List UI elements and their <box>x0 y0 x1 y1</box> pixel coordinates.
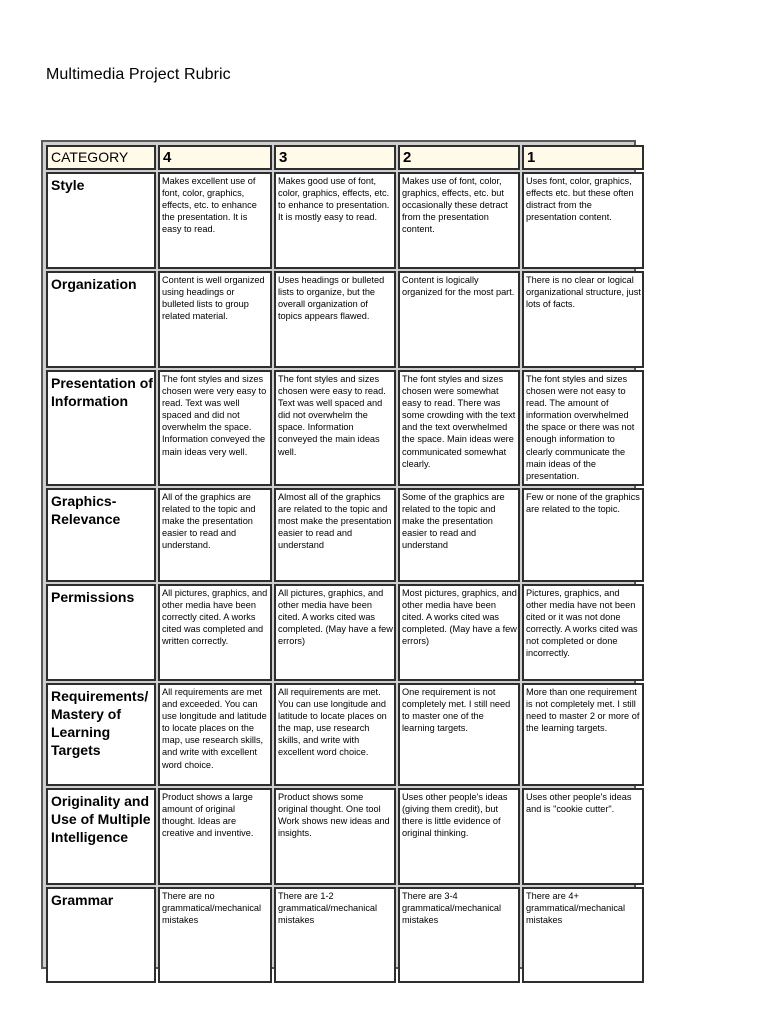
descriptor-cell: There are 3-4 grammatical/mechanical mistakes <box>398 887 520 983</box>
descriptor-cell: Makes excellent use of font, color, graphics, effects, etc. to enhance the presentation. It is easy to read. <box>158 172 272 269</box>
category-label: Grammar <box>46 887 156 983</box>
descriptor-cell: There are 1-2 grammatical/mechanical mistakes <box>274 887 396 983</box>
header-score-1: 1 <box>522 145 644 170</box>
category-label: Originality and Use of Multiple Intelligence <box>46 788 156 885</box>
descriptor-cell: All requirements are met and exceeded. You can use longitude and latitude to locate places on the map, use research skills, and write with excellent word choice. <box>158 683 272 786</box>
rubric-table <box>44 143 646 985</box>
descriptor-cell: Product shows some original thought. One tool Work shows new ideas and insights. <box>274 788 396 885</box>
rubric-table-frame <box>41 140 641 969</box>
descriptor-cell: Uses font, color, graphics, effects etc. but these often distract from the presentation content. <box>522 172 644 269</box>
category-label: Requirements/ Mastery of Learning Targets <box>46 683 156 786</box>
category-label: Presentation of Information <box>46 370 156 486</box>
header-row <box>46 145 644 170</box>
row-requirements-mastery <box>46 683 644 786</box>
document-title: Multimedia Project Rubric <box>46 66 231 83</box>
category-label: Graphics- Relevance <box>46 488 156 582</box>
descriptor-cell: Content is well organized using headings or bulleted lists to group related material. <box>158 271 272 368</box>
descriptor-cell: Some of the graphics are related to the topic and make the presentation easier to read and understand <box>398 488 520 582</box>
descriptor-cell: There is no clear or logical organizational structure, just lots of facts. <box>522 271 644 368</box>
descriptor-cell: Makes use of font, color, graphics, effects, etc. but occasionally these detract from the presentation content. <box>398 172 520 269</box>
descriptor-cell: All pictures, graphics, and other media have been cited. A works cited was completed. (May have a few errors) <box>274 584 396 681</box>
descriptor-cell: Uses other people's ideas and is "cookie cutter". <box>522 788 644 885</box>
row-graphics-relevance <box>46 488 644 582</box>
header-score-3: 3 <box>274 145 396 170</box>
row-style <box>46 172 644 269</box>
header-score-4: 4 <box>158 145 272 170</box>
descriptor-cell: All of the graphics are related to the topic and make the presentation easier to read and understand. <box>158 488 272 582</box>
category-label: Organization <box>46 271 156 368</box>
descriptor-cell: Uses other people's ideas (giving them credit), but there is little evidence of original thinking. <box>398 788 520 885</box>
category-label: Permissions <box>46 584 156 681</box>
descriptor-cell: There are no grammatical/mechanical mistakes <box>158 887 272 983</box>
descriptor-cell: The font styles and sizes chosen were very easy to read. Text was well spaced and did not overwhelm the space. Information conveyed the main ideas very well. <box>158 370 272 486</box>
descriptor-cell: The font styles and sizes chosen were easy to read. Text was well spaced and did not overwhelm the space. Information conveyed the main ideas well. <box>274 370 396 486</box>
row-grammar <box>46 887 644 983</box>
descriptor-cell: Few or none of the graphics are related to the topic. <box>522 488 644 582</box>
descriptor-cell: Makes good use of font, color, graphics, effects, etc. to enhance to presentation. It is mostly easy to read. <box>274 172 396 269</box>
row-permissions <box>46 584 644 681</box>
descriptor-cell: All pictures, graphics, and other media have been correctly cited. A works cited was completed and written correctly. <box>158 584 272 681</box>
row-presentation-of-information <box>46 370 644 486</box>
row-organization <box>46 271 644 368</box>
descriptor-cell: There are 4+ grammatical/mechanical mistakes <box>522 887 644 983</box>
descriptor-cell: One requirement is not completely met. I still need to master one of the learning targets. <box>398 683 520 786</box>
descriptor-cell: The font styles and sizes chosen were not easy to read. The amount of information overwhelmed the space or there was not enough information to clearly communicate the main ideas of the presentation. <box>522 370 644 486</box>
descriptor-cell: The font styles and sizes chosen were somewhat easy to read. There was some crowding with the text and the text overwhelmed the space. Main ideas were communicated somewhat clearly. <box>398 370 520 486</box>
descriptor-cell: Uses headings or bulleted lists to organize, but the overall organization of topics appears flawed. <box>274 271 396 368</box>
descriptor-cell: Content is logically organized for the most part. <box>398 271 520 368</box>
category-label: Style <box>46 172 156 269</box>
descriptor-cell: Product shows a large amount of original thought. Ideas are creative and inventive. <box>158 788 272 885</box>
header-category: CATEGORY <box>46 145 156 170</box>
descriptor-cell: Pictures, graphics, and other media have not been cited or it was not done correctly. A works cited was not completed or done incorrectly. <box>522 584 644 681</box>
descriptor-cell: Almost all of the graphics are related to the topic and most make the presentation easier to read and understand <box>274 488 396 582</box>
descriptor-cell: All requirements are met. You can use longitude and latitude to locate places on the map, use research skills, and write with excellent word choice. <box>274 683 396 786</box>
header-score-2: 2 <box>398 145 520 170</box>
row-originality <box>46 788 644 885</box>
descriptor-cell: More than one requirement is not completely met. I still need to master 2 or more of the learning targets. <box>522 683 644 786</box>
descriptor-cell: Most pictures, graphics, and other media have been cited. A works cited was completed. (May have a few errors) <box>398 584 520 681</box>
